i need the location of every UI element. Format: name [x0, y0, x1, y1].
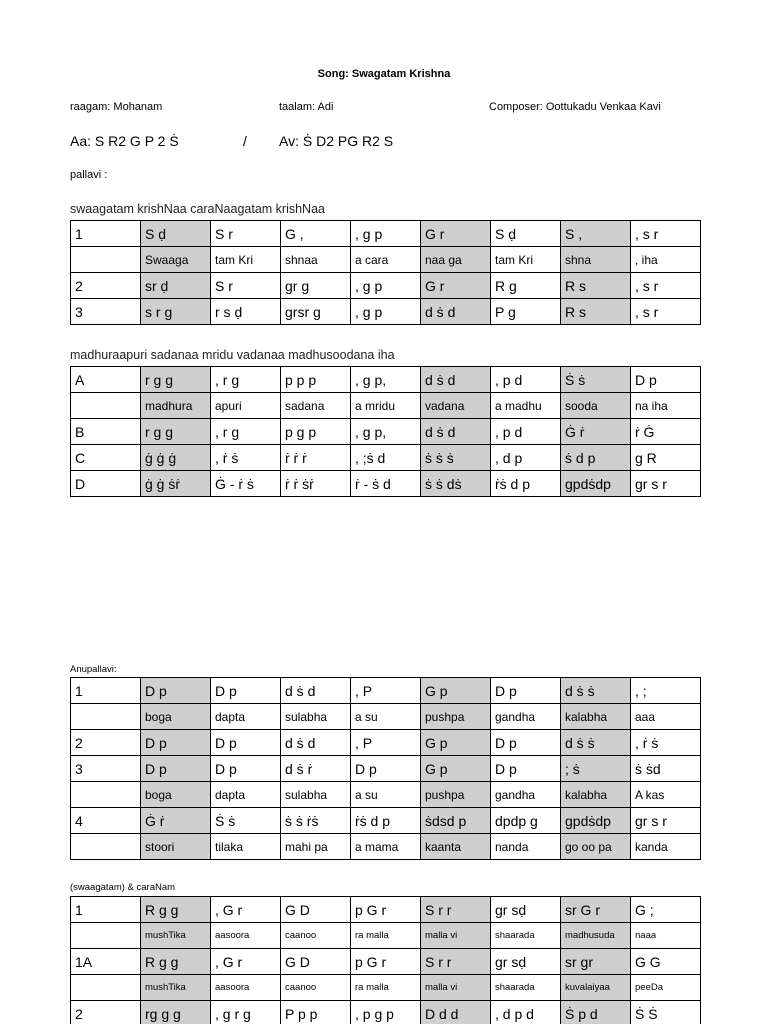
table-cell: ṙṡ d p [491, 471, 561, 497]
table-cell: P g [491, 299, 561, 325]
table-cell: ra malla [351, 923, 421, 949]
table-cell: , g r g [211, 1001, 281, 1024]
table-cell: , r g [211, 419, 281, 445]
table-cell: ; ṡ [561, 756, 631, 782]
anupallavi-table [70, 677, 701, 860]
table-cell: kalabha [561, 782, 631, 808]
table-cell: , g p [351, 299, 421, 325]
table-cell: Swaaga [141, 247, 211, 273]
table-cell: rg g g [141, 1001, 211, 1024]
table-cell: shaarada [491, 975, 561, 1001]
row-label-cell: 3 [71, 299, 141, 325]
table-cell: Ṡ Ṡ [631, 1001, 701, 1024]
table-cell: sulabha [281, 704, 351, 730]
table-cell: aasoora [211, 975, 281, 1001]
table-cell: dpdp g [491, 808, 561, 834]
row-label-cell: 2 [71, 273, 141, 299]
table-cell: sr G r [561, 897, 631, 923]
table-cell: gr g [281, 273, 351, 299]
table-cell: , ṙ ṡ [211, 445, 281, 471]
table-cell: , d p [491, 445, 561, 471]
notation-row [71, 221, 701, 247]
table-cell: gr s r [631, 808, 701, 834]
table-cell: d ṡ d [421, 367, 491, 393]
table-cell: R g [491, 273, 561, 299]
row-label-cell [71, 393, 141, 419]
table-cell: Ġ - ṙ ṡ [211, 471, 281, 497]
row-label-cell: A [71, 367, 141, 393]
table-cell: ṡ ṡ ṙṡ [281, 808, 351, 834]
table-cell: mushTika [141, 975, 211, 1001]
table-cell: , p d [491, 367, 561, 393]
table-cell: a mridu [351, 393, 421, 419]
table-cell: kaanta [421, 834, 491, 860]
table-cell: ṡ ṡd [631, 756, 701, 782]
lyric-row [71, 834, 701, 860]
table-cell: madhusuda [561, 923, 631, 949]
table-cell: S , [561, 221, 631, 247]
row-label-cell: 1 [71, 678, 141, 704]
row-label-cell: 3 [71, 756, 141, 782]
table-cell: a cara [351, 247, 421, 273]
table-cell: r g g [141, 419, 211, 445]
arohanam: Aa: S R2 G P 2 Ṡ [70, 133, 179, 149]
table-cell: G p [421, 678, 491, 704]
table-cell: , g p, [351, 419, 421, 445]
table-cell: g R [631, 445, 701, 471]
table-cell: G D [281, 949, 351, 975]
notation-row [71, 367, 701, 393]
table-cell: G G [631, 949, 701, 975]
table-cell: , P [351, 678, 421, 704]
table-cell: , g p [351, 221, 421, 247]
table-cell: R s [561, 299, 631, 325]
row-label-cell [71, 923, 141, 949]
table-cell: naaa [631, 923, 701, 949]
table-cell: gr s r [631, 471, 701, 497]
table-cell: , p d [491, 419, 561, 445]
table-cell: D p [211, 756, 281, 782]
table-cell: ṙ Ġ [631, 419, 701, 445]
notation-row [71, 419, 701, 445]
table-cell: mushTika [141, 923, 211, 949]
table-cell: naa ga [421, 247, 491, 273]
pallavi-table-2 [70, 366, 701, 497]
table-cell: aaa [631, 704, 701, 730]
table-cell: G p [421, 730, 491, 756]
table-cell: , P [351, 730, 421, 756]
composer-label: Composer: Oottukadu Venkaa Kavi [489, 101, 661, 113]
row-label-cell: 2 [71, 1001, 141, 1024]
notation-row [71, 471, 701, 497]
row-label-cell [71, 975, 141, 1001]
table-cell: , iha [631, 247, 701, 273]
table-cell: nanda [491, 834, 561, 860]
table-cell: aasoora [211, 923, 281, 949]
table-cell: gr sḍ [491, 897, 561, 923]
table-cell: , g p [351, 273, 421, 299]
table-cell: stoori [141, 834, 211, 860]
table-cell: , G r [211, 897, 281, 923]
table-cell: p G r [351, 949, 421, 975]
table-cell: sr gr [561, 949, 631, 975]
table-cell: , s r [631, 299, 701, 325]
table-cell: D p [351, 756, 421, 782]
table-cell: a su [351, 782, 421, 808]
table-cell: sr ḍ [141, 273, 211, 299]
table-cell: kanda [631, 834, 701, 860]
table-cell: pushpa [421, 782, 491, 808]
table-cell: sulabha [281, 782, 351, 808]
table-cell: p p p [281, 367, 351, 393]
table-cell: ṡ ṡ dṡ [421, 471, 491, 497]
pallavi-table-1 [70, 220, 701, 325]
table-cell: d ṡ d [281, 730, 351, 756]
table-cell: S ḍ [141, 221, 211, 247]
table-cell: d ṡ d [421, 299, 491, 325]
table-cell: , ; [631, 678, 701, 704]
table-cell: s r g [141, 299, 211, 325]
table-cell: , r g [211, 367, 281, 393]
charanam-label: (swaagatam) & caraNam [70, 882, 176, 893]
avarohanam: Av: Ṡ D2 PG R2 S [279, 133, 394, 149]
notation-row [71, 1001, 701, 1024]
table-cell: gr sḍ [491, 949, 561, 975]
table-cell: tilaka [211, 834, 281, 860]
table-cell: D p [141, 756, 211, 782]
table-cell: malla vi [421, 975, 491, 1001]
notation-row [71, 756, 701, 782]
row-label-cell: 1 [71, 897, 141, 923]
taalam-label: taalam: Adi [279, 101, 334, 113]
table-cell: peeDa [631, 975, 701, 1001]
table-cell: , ;ṡ d [351, 445, 421, 471]
table-cell: mahi pa [281, 834, 351, 860]
pallavi-label: pallavi : [70, 169, 108, 181]
table-cell: gpdṡdp [561, 808, 631, 834]
table-cell: , s r [631, 221, 701, 247]
table-cell: , p g p [351, 1001, 421, 1024]
table-cell: apuri [211, 393, 281, 419]
table-cell: , g p, [351, 367, 421, 393]
table-cell: D p [211, 678, 281, 704]
table-cell: D p [141, 730, 211, 756]
table-cell: S r [211, 273, 281, 299]
table-cell: , ṙ ṡ [631, 730, 701, 756]
table-cell: d ṡ d [281, 678, 351, 704]
row-label-cell: D [71, 471, 141, 497]
table-cell: D d d [421, 1001, 491, 1024]
table-cell: G r [421, 273, 491, 299]
table-cell: shaarada [491, 923, 561, 949]
table-cell: S r r [421, 897, 491, 923]
scale-separator: / [243, 133, 247, 149]
table-cell: D p [491, 730, 561, 756]
notation-row [71, 273, 701, 299]
table-cell: sooda [561, 393, 631, 419]
row-label-cell: 1 [71, 221, 141, 247]
notation-row [71, 897, 701, 923]
table-cell: D p [211, 730, 281, 756]
table-cell: Ġ ṙ [561, 419, 631, 445]
table-cell: ṙ - ṡ d [351, 471, 421, 497]
table-cell: kuvalaiyaa [561, 975, 631, 1001]
table-cell: a mama [351, 834, 421, 860]
notation-row [71, 808, 701, 834]
table-cell: gpdṡdp [561, 471, 631, 497]
table-cell: d ṡ ṙ [281, 756, 351, 782]
table-cell: kalabha [561, 704, 631, 730]
table-cell: Ṡ ṡ [211, 808, 281, 834]
table-cell: Ṡ p d [561, 1001, 631, 1024]
charanam-table [70, 896, 701, 1024]
table-cell: boga [141, 782, 211, 808]
table-cell: S r [211, 221, 281, 247]
table-cell: caanoo [281, 975, 351, 1001]
table-cell: shna [561, 247, 631, 273]
table-cell: R s [561, 273, 631, 299]
row-label-cell [71, 834, 141, 860]
notation-row [71, 678, 701, 704]
notation-row [71, 445, 701, 471]
table-cell: , d p d [491, 1001, 561, 1024]
table-cell: D p [491, 756, 561, 782]
table-cell: go oo pa [561, 834, 631, 860]
row-label-cell [71, 782, 141, 808]
lyric-row [71, 247, 701, 273]
table-cell: vadana [421, 393, 491, 419]
table-cell: ġ ġ ġ [141, 445, 211, 471]
table-cell: malla vi [421, 923, 491, 949]
table-cell: d ṡ d [421, 419, 491, 445]
table-cell: a su [351, 704, 421, 730]
table-cell: ra malla [351, 975, 421, 1001]
table-cell: gandha [491, 704, 561, 730]
table-cell: Ġ ṙ [141, 808, 211, 834]
table-cell: G ; [631, 897, 701, 923]
table-cell: p G r [351, 897, 421, 923]
row-label-cell [71, 704, 141, 730]
table-cell: sadana [281, 393, 351, 419]
table-cell: p g p [281, 419, 351, 445]
table-cell: grsr g [281, 299, 351, 325]
row-label-cell: 1A [71, 949, 141, 975]
row-label-cell: B [71, 419, 141, 445]
table-cell: a madhu [491, 393, 561, 419]
table-cell: r s ḍ [211, 299, 281, 325]
notation-row [71, 299, 701, 325]
table-cell: ṙ ṙ ṙ [281, 445, 351, 471]
notation-row [71, 949, 701, 975]
table-cell: D p [491, 678, 561, 704]
table-cell: d ṡ ṡ [561, 678, 631, 704]
row-label-cell: C [71, 445, 141, 471]
raagam-label: raagam: Mohanam [70, 101, 163, 113]
notation-row [71, 730, 701, 756]
table-cell: na iha [631, 393, 701, 419]
table-cell: D p [631, 367, 701, 393]
row-label-cell: 2 [71, 730, 141, 756]
table-cell: ṡdsd p [421, 808, 491, 834]
table-cell: r g g [141, 367, 211, 393]
table-cell: G D [281, 897, 351, 923]
table-cell: ṡ d p [561, 445, 631, 471]
lyric-row [71, 923, 701, 949]
table-cell: G p [421, 756, 491, 782]
anupallavi-label: Anupallavi: [70, 664, 117, 675]
table-cell: G r [421, 221, 491, 247]
table-cell: boga [141, 704, 211, 730]
table-cell: tam Kri [491, 247, 561, 273]
table-cell: S r r [421, 949, 491, 975]
table-cell: shnaa [281, 247, 351, 273]
table-cell: R g g [141, 949, 211, 975]
lyric-row [71, 393, 701, 419]
row-label-cell: 4 [71, 808, 141, 834]
table-cell: , s r [631, 273, 701, 299]
lyric-row [71, 782, 701, 808]
table-cell: ṙṡ d p [351, 808, 421, 834]
table-cell: P p p [281, 1001, 351, 1024]
pallavi-lyric-line-1: swaagatam krishNaa caraNaagatam krishNaa [70, 202, 325, 216]
table-cell: dapta [211, 704, 281, 730]
lyric-row [71, 704, 701, 730]
table-cell: Ṡ ṡ [561, 367, 631, 393]
table-cell: S ḍ [491, 221, 561, 247]
table-cell: D p [141, 678, 211, 704]
table-cell: gandha [491, 782, 561, 808]
table-cell: dapta [211, 782, 281, 808]
table-cell: d ṡ ṡ [561, 730, 631, 756]
table-cell: ṙ ṙ ṡṙ [281, 471, 351, 497]
table-cell: R g g [141, 897, 211, 923]
song-title: Song: Swagatam Krishna [317, 68, 451, 80]
table-cell: caanoo [281, 923, 351, 949]
table-cell: ġ ġ ṡṙ [141, 471, 211, 497]
table-cell: ṡ ṡ ṡ [421, 445, 491, 471]
table-cell: madhura [141, 393, 211, 419]
lyric-row [71, 975, 701, 1001]
table-cell: G , [281, 221, 351, 247]
table-cell: pushpa [421, 704, 491, 730]
table-cell: tam Kri [211, 247, 281, 273]
table-cell: A kas [631, 782, 701, 808]
pallavi-lyric-line-2: madhuraapuri sadanaa mridu vadanaa madhusoodana iha [70, 348, 395, 362]
row-label-cell [71, 247, 141, 273]
table-cell: , G r [211, 949, 281, 975]
